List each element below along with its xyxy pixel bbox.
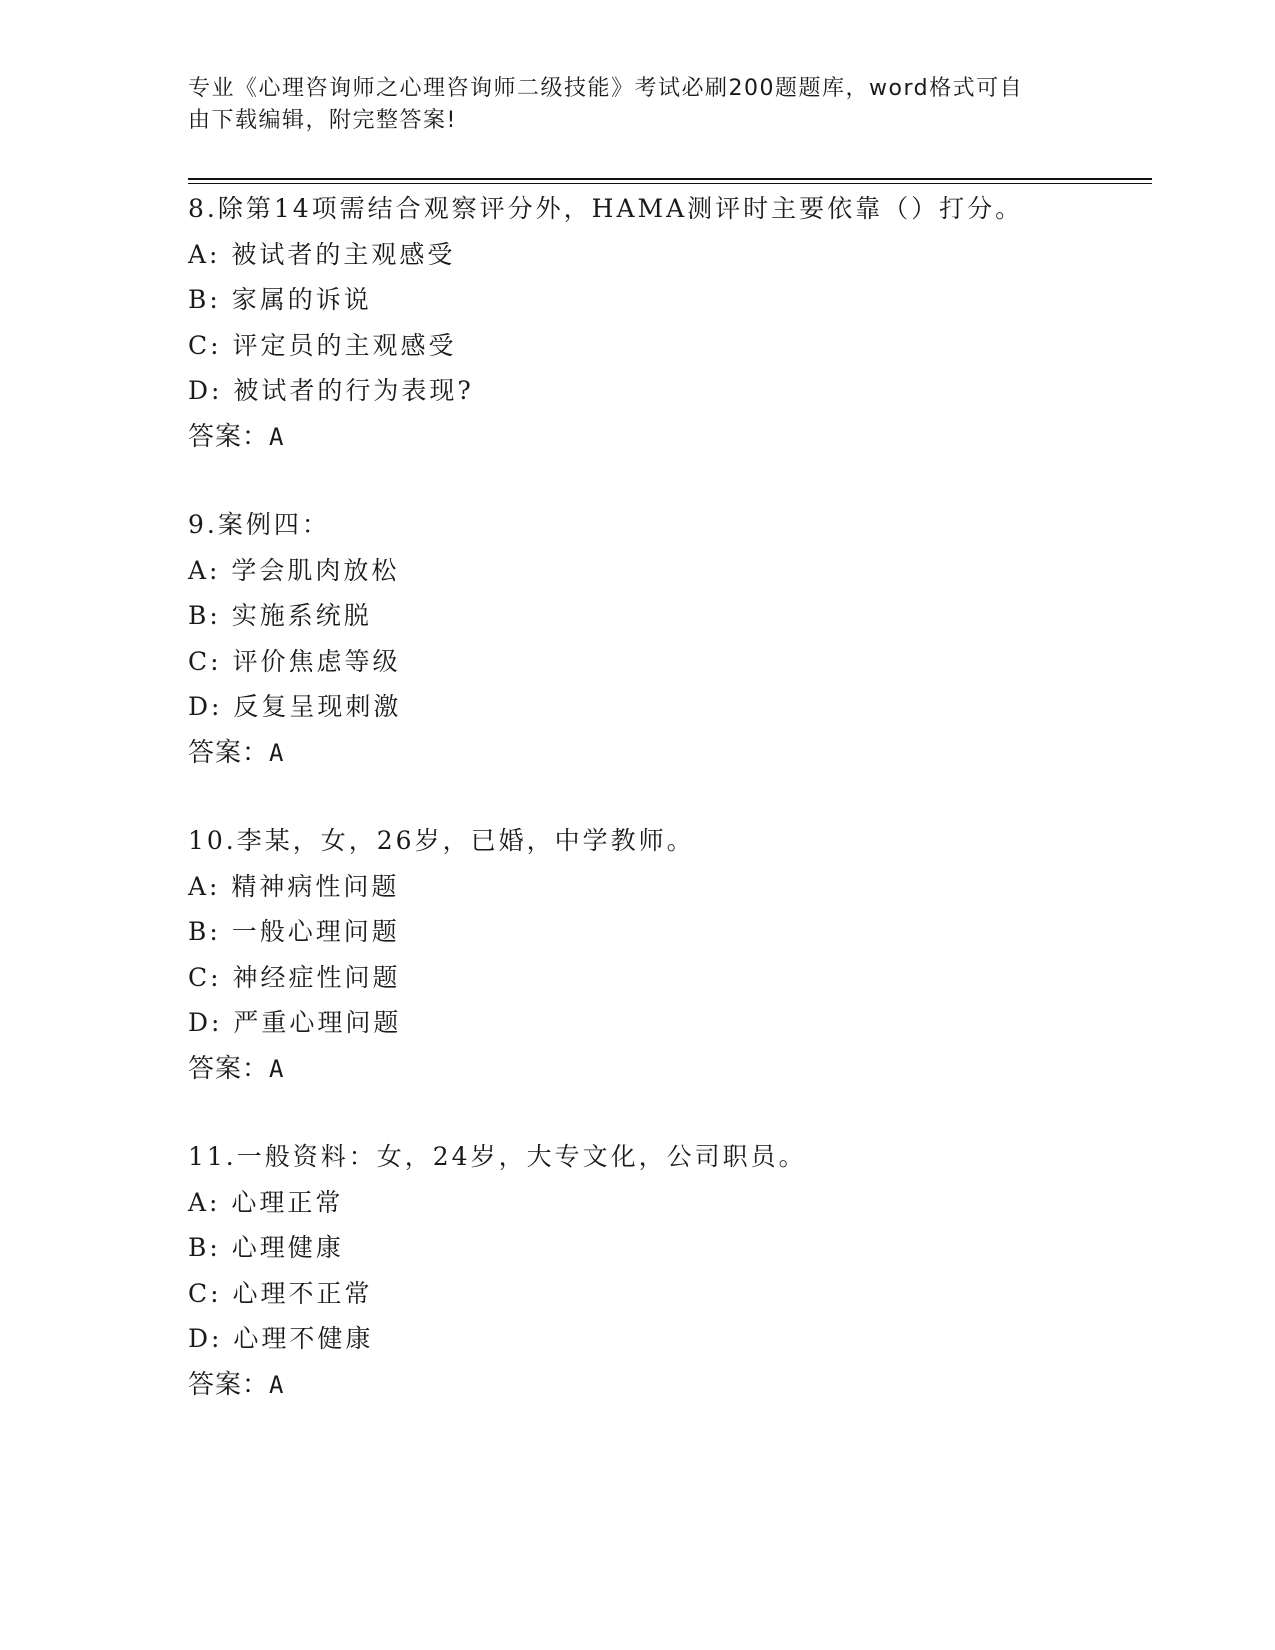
option-c: C: 评定员的主观感受 <box>188 330 457 360</box>
option-d: D: 反复呈现刺激 <box>188 692 402 721</box>
option-c: C: 神经症性问题 <box>188 962 401 992</box>
answer-value: A <box>269 738 287 767</box>
document-header <box>188 73 1068 137</box>
option-a: A: 被试者的主观感受 <box>188 239 456 269</box>
question-block <box>188 502 1148 775</box>
option-c: C: 评价焦虑等级 <box>188 646 401 676</box>
option-c: C: 心理不正常 <box>188 1278 373 1308</box>
answer-label: 答案： <box>188 1053 270 1084</box>
option-d: D: 严重心理问题 <box>188 1008 402 1037</box>
answer-value: A <box>269 1370 287 1399</box>
answer-label: 答案： <box>188 737 270 768</box>
header-divider-thin <box>188 183 1152 184</box>
answer <box>188 1046 1148 1092</box>
option-b: B: 心理健康 <box>188 1233 344 1262</box>
header-line-2: 由下载编辑，附完整答案! <box>188 108 457 133</box>
question-stem: 10.李某，女，26岁，已婚，中学教师。 <box>188 826 695 855</box>
answer-value: A <box>269 422 287 451</box>
answer <box>188 414 1148 460</box>
header-line-1: 专业《心理咨询师之心理咨询师二级技能》考试必刷200题题库，word格式可自 <box>188 76 1024 101</box>
question-block <box>188 818 1148 1091</box>
question-stem: 8.除第14项需结合观察评分外，HAMA测评时主要依靠（）打分。 <box>188 194 1024 223</box>
answer <box>188 730 1148 776</box>
question-stem: 11.一般资料：女，24岁，大专文化，公司职员。 <box>188 1142 807 1171</box>
answer <box>188 1362 1148 1408</box>
option-b: B: 实施系统脱 <box>188 601 372 630</box>
answer-label: 答案： <box>188 421 270 452</box>
option-d: D: 心理不健康 <box>188 1324 374 1353</box>
option-b: B: 一般心理问题 <box>188 917 400 946</box>
question-block <box>188 1134 1148 1407</box>
option-d: D: 被试者的行为表现? <box>188 376 474 405</box>
question-stem: 9.案例四： <box>188 510 330 539</box>
answer-label: 答案： <box>188 1369 270 1400</box>
option-a: A: 心理正常 <box>188 1187 344 1217</box>
option-a: A: 精神病性问题 <box>188 871 400 901</box>
option-b: B: 家属的诉说 <box>188 285 372 314</box>
option-a: A: 学会肌肉放松 <box>188 555 400 585</box>
question-block <box>188 186 1148 459</box>
header-divider-thick <box>188 178 1152 180</box>
answer-value: A <box>269 1054 287 1083</box>
